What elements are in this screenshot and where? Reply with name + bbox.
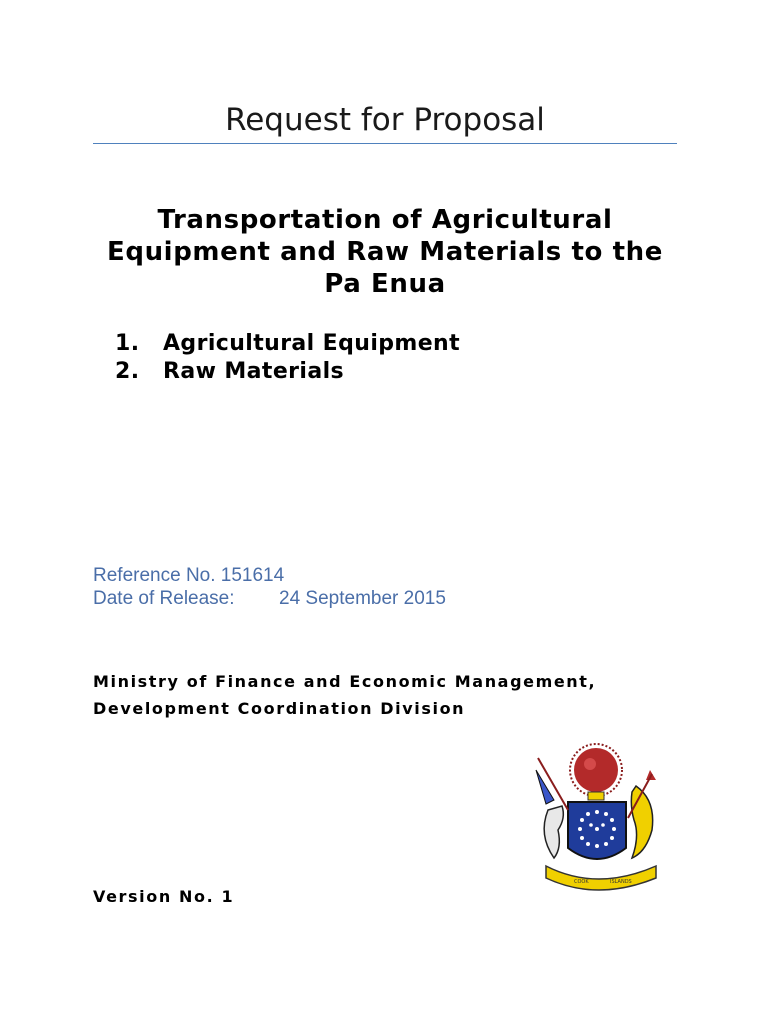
reference-block	[93, 564, 446, 610]
issuer-block	[93, 668, 596, 722]
list-item-number: 1.	[115, 331, 140, 356]
title-divider	[93, 143, 677, 144]
item-list	[115, 330, 460, 386]
list-item	[115, 358, 460, 386]
release-label: Date of Release:	[93, 588, 235, 609]
reference-number: Reference No. 151614	[93, 565, 285, 586]
headdress-icon	[570, 744, 622, 800]
list-item-number: 2.	[115, 359, 140, 384]
list-item-label: Agricultural Equipment	[163, 331, 461, 356]
ministry-name: Ministry of Finance and Economic Management,	[93, 672, 597, 691]
emblem-motto-left: COOK	[574, 879, 589, 885]
document-subject: Transportation of Agricultural Equipment and Raw Materials to the Pa Enua	[107, 205, 663, 299]
version-number: Version No. 1	[93, 887, 235, 906]
emblem-motto-right: ISLANDS	[610, 879, 632, 885]
cook-islands-coat-of-arms-icon	[528, 740, 673, 900]
list-item	[115, 330, 460, 358]
division-name: Development Coordination Division	[93, 699, 466, 718]
list-item-label: Raw Materials	[163, 359, 345, 384]
release-row	[93, 587, 446, 610]
page-title: Request for Proposal	[225, 102, 545, 138]
release-date: 24 September 2015	[279, 588, 446, 609]
